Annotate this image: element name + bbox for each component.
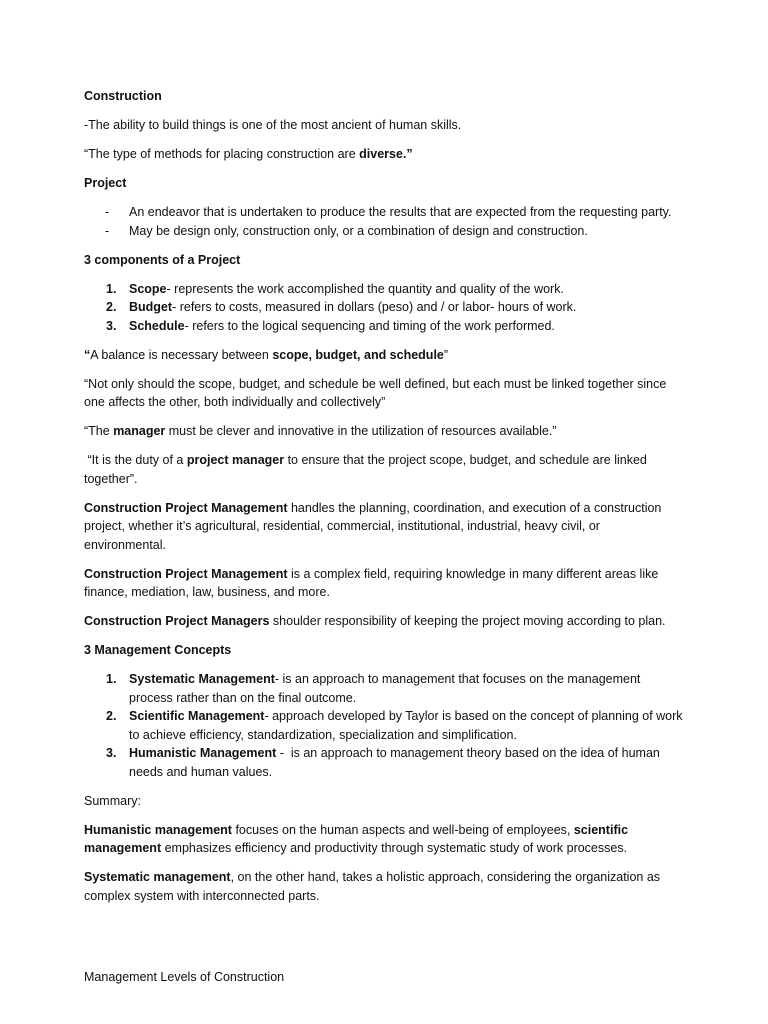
cpm-bold: Construction Project Management [84,500,288,515]
balance-text: A balance is necessary between [90,347,273,362]
summary-bold: scientific management [84,822,629,855]
component-term: Schedule [129,318,185,333]
cpm-text: is a complex field, requiring knowledge in many different areas like finance, mediation, law, business, and more. [84,566,659,599]
dash-marker: - [105,223,110,238]
duty-post: to ensure that the project scope, budget, and schedule are linked together”. [84,453,647,486]
balance-paragraph [84,346,684,365]
component-desc: - refers to the logical sequencing and timing of the work performed. [184,318,555,333]
summary-bold: Humanistic management [84,822,232,837]
balance-close-quote: ” [443,347,449,362]
methods-paragraph [84,145,684,164]
list-item [84,317,684,336]
heading-concepts: 3 Management Concepts [84,643,232,657]
heading-components: 3 components of a Project [84,252,241,267]
not-only-paragraph: “Not only should the scope, budget, and schedule be well defined, but each must be linked together since one affects the other, both individually and collectively” [84,376,667,409]
component-term: Scope [129,281,167,296]
concept-desc: - approach developed by Taylor is based on the concept of planning of work to achieve efficiency, standardization, specialization and simplification. [129,709,683,742]
summary-text: , on the other hand, takes a holistic approach, considering the organization as complex system with interconnected parts. [84,870,661,903]
cpm-bold: Construction Project Management [84,566,288,581]
cpm-paragraph-3 [84,612,684,631]
number-marker: 2. [106,300,117,314]
manager-bold: manager [113,424,166,438]
summary-paragraph-1 [84,821,684,858]
duty-bold: project manager [186,453,285,467]
section-heading-management-levels: Management Levels of Construction [84,970,285,984]
concept-desc: - is an approach to management theory based on the idea of human needs and human values. [129,746,664,779]
list-item [84,203,684,222]
component-desc: - refers to costs, measured in dollars (peso) and / or labor- hours of work. [172,300,577,314]
number-marker: 1. [106,281,117,296]
manager-paragraph [84,422,684,441]
summary-label: Summary: [84,793,141,808]
cpm-text: shoulder responsibility of keeping the project moving according to plan. [269,614,666,628]
duty-paragraph [84,451,684,488]
cpm-paragraph-2 [84,565,684,602]
manager-pre: “The [84,424,114,438]
list-item-text: May be design only, construction only, or a combination of design and construction. [129,223,588,238]
number-marker: 3. [106,746,117,760]
cpm-text: handles the planning, coordination, and execution of a construction project, whether it’s agricultural, residential, commercial, institutional, industrial, heavy civil, or environmental. [84,500,662,552]
concept-term: Systematic Management [129,672,275,686]
summary-bold: Systematic management [84,870,231,884]
document-page [84,87,684,916]
concept-term: Scientific Management [129,709,265,723]
component-term: Budget [129,300,173,314]
methods-bold: diverse.” [359,147,413,161]
methods-text: “The type of methods for placing construction are [84,147,360,161]
number-marker: 2. [106,709,117,723]
list-item [84,744,684,781]
intro-paragraph: -The ability to build things is one of the most ancient of human skills. [84,118,462,132]
cpm-bold: Construction Project Managers [84,614,270,628]
list-item [84,707,684,744]
list-item-text: An endeavor that is undertaken to produce the results that are expected from the requesting party. [129,205,672,219]
manager-post: must be clever and innovative in the utilization of resources available.” [165,424,557,438]
summary-text: focuses on the human aspects and well-being of employees, [231,822,574,837]
balance-bold: scope, budget, and schedule [272,347,444,362]
cpm-paragraph-1 [84,499,684,555]
dash-marker: - [105,205,110,219]
duty-pre: “It is the duty of a [84,453,187,467]
concepts-list [84,670,684,781]
number-marker: 3. [106,318,117,333]
concept-desc: - is an approach to management that focuses on the management process rather than on the final outcome. [129,672,641,705]
concept-term: Humanistic Management [129,746,277,760]
list-item [84,670,684,707]
component-desc: - represents the work accomplished the quantity and quality of the work. [166,281,564,296]
list-item [84,280,684,299]
summary-text: emphasizes efficiency and productivity through systematic study of work processes. [161,841,628,855]
components-list [84,280,684,336]
heading-project: Project [84,176,127,190]
list-item [84,298,684,317]
balance-open-quote: “ [84,347,91,362]
number-marker: 1. [106,672,117,686]
summary-paragraph-2 [84,868,684,905]
list-item [84,222,684,241]
project-list [84,203,684,240]
title-construction: Construction [84,89,162,103]
